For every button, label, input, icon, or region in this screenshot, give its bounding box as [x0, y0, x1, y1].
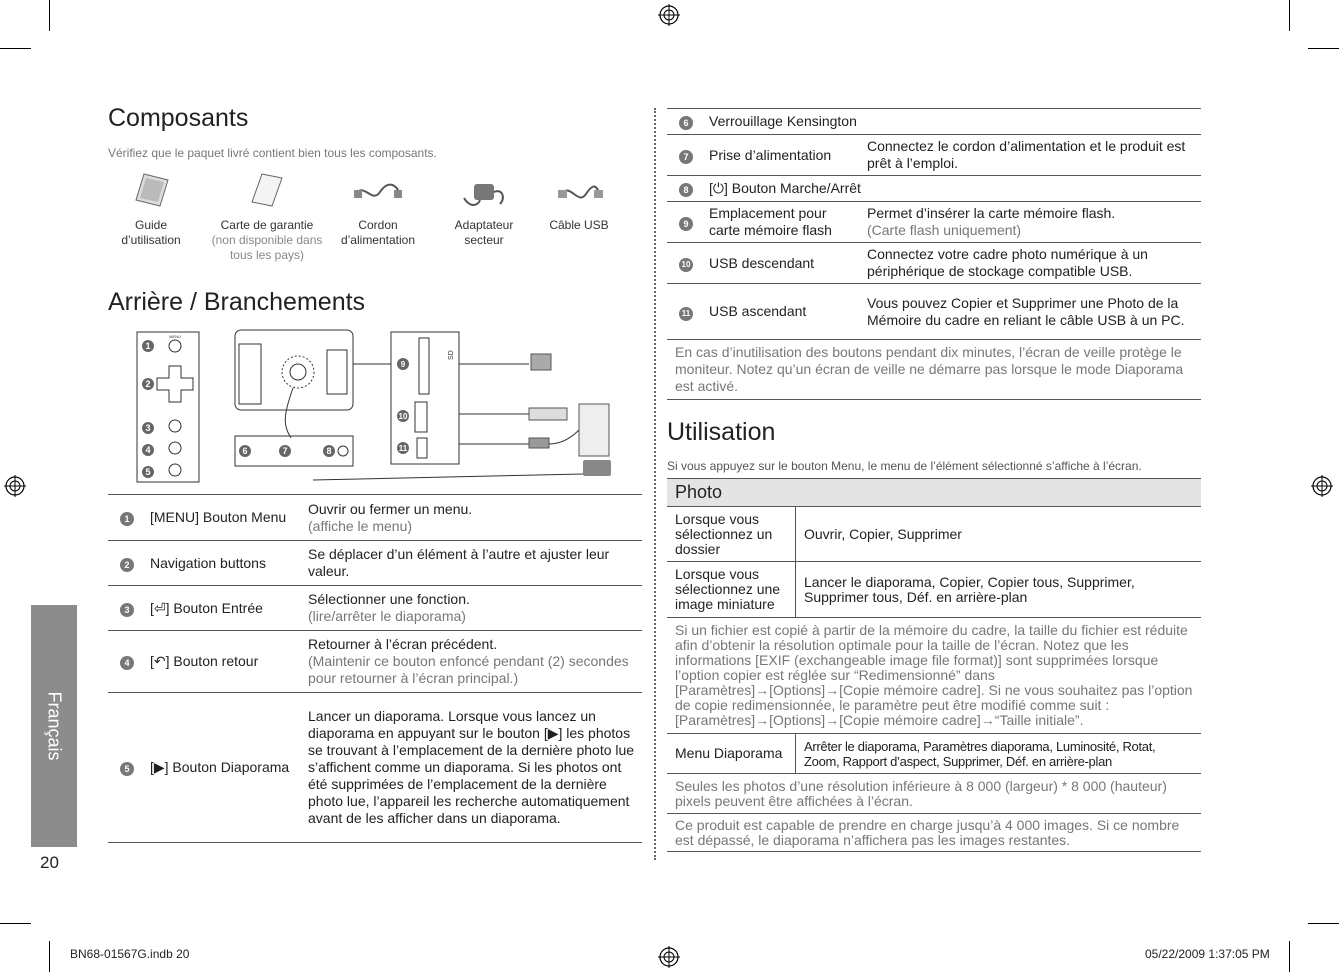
- button-name: [⏎] Bouton Entrée: [150, 599, 263, 616]
- callout-4: 4: [120, 656, 134, 670]
- button-1-menu: [169, 334, 181, 352]
- svg-text:10: 10: [398, 412, 408, 421]
- button-name: [▶] Bouton Diaporama: [150, 759, 290, 775]
- svg-text:5: 5: [145, 467, 151, 477]
- svg-text:3: 3: [145, 423, 151, 433]
- registration-mark-icon: [4, 475, 26, 497]
- menu-table: [667, 478, 1201, 852]
- button-name: [↶] Bouton retour: [150, 653, 259, 669]
- registration-mark-icon: [658, 4, 680, 26]
- svg-text:1: 1: [145, 341, 151, 351]
- callout-6: 6: [679, 116, 693, 130]
- composants-subtitle: Vérifiez que le paquet livré contient bien tous les composants.: [108, 146, 437, 160]
- footer-date: 05/22/2009 1:37:05 PM: [1145, 947, 1270, 961]
- composants-title: Composants: [108, 104, 249, 132]
- connector-name: Prise d’alimentation: [709, 146, 832, 163]
- page-number: 20: [40, 853, 59, 872]
- callout-11: 11: [679, 307, 693, 321]
- diaporama-options: Arrêter le diaporama, Paramètres diaporama, Luminosité, Rotat, Zoom, Rapport d’aspect, Supprimer, Déf. en arrière-plan: [796, 734, 1202, 774]
- callout-8: 8: [679, 183, 693, 197]
- callout-3: 3: [120, 603, 134, 617]
- callout-1: 1: [120, 512, 134, 526]
- button-description-table: 1 [MENU] Bouton Menu Ouvrir ou fermer un menu. (affiche le menu) 2 Navigation buttons Se déplacer d’un élément à l’autre et ajuster leur valeur. 3 [⏎] Bouton Entrée Sélectionner une fonction. (lire/arrêter le diaporama) 4 [↶] Bouton retour Retourner à l’écran précédent. (Maintenir ce bouton enfoncé pendant (2) secondes pour retourner à l’écran principal.) 5 [▶] Bouton Diaporama Lancer un diaporama. Lorsque vous lancez un diaporama en appuyant sur le bouton [▶] les photos se trouvant à l’emplacement de la dernière photo lue s’affichent comme un diaporama. Si les photos ont été supprimées de l’emplacement de la dernière photo lue, l’appareil les recherche automatiquement avant de les afficher dans un diaporama.: [108, 494, 642, 843]
- callout-7: 7: [679, 150, 693, 164]
- component-warranty: Carte de garantie (non disponible dans tous les pays): [211, 218, 323, 262]
- menu-options: Lancer le diaporama, Copier, Copier tous, Supprimer, Supprimer tous, Déf. en arrière-plan: [796, 562, 1202, 618]
- language-tab: Français: [31, 605, 77, 847]
- menu-options: Ouvrir, Copier, Supprimer: [796, 507, 1202, 562]
- svg-text:4: 4: [145, 445, 151, 455]
- connector-description-table: 6 Verrouillage Kensington 7 Prise d’alimentation Connectez le cordon d’alimentation et le produit est prêt à l’emploi. 8 [⏻] Bouton Marche/Arrêt 9 Emplacement pour carte mémoire flash Permet d’insérer la carte mémoire flash. (Carte flash uniquement) 10 USB descendant Connectez votre cadre photo numérique à un périphérique de stockage compatible USB. 11 USB ascendant Vous pouvez Copier et Supprimer une Photo de la Mémoire du cadre en reliant le câble USB à un PC. En cas d’inutilisation des boutons pendant dix minutes, l’écran de veille protège le moniteur. Notez qu’un écran de veille ne démarre pas lorsque le mode Diaporama est activé.: [667, 108, 1201, 400]
- callout-5: 5: [120, 762, 134, 776]
- power-cord-icon: [352, 180, 404, 206]
- warranty-card-icon: [246, 172, 286, 208]
- utilisation-title: Utilisation: [667, 418, 776, 446]
- button-name: [MENU] Bouton Menu: [150, 509, 287, 525]
- component-manual: Guide d’utilisation: [121, 218, 181, 247]
- svg-text:8: 8: [326, 446, 332, 456]
- menu-context: Lorsque vous sélectionnez un dossier: [667, 507, 796, 562]
- component-adapter: Adaptateur secteur: [454, 218, 514, 247]
- diaporama-label: Menu Diaporama: [667, 734, 796, 774]
- svg-text:MENU: MENU: [169, 334, 181, 339]
- usb-cable-icon: [556, 182, 604, 206]
- arriere-title: Arrière / Branchements: [108, 288, 366, 316]
- manual-icon: [132, 172, 172, 208]
- registration-mark-icon: [658, 946, 680, 968]
- connector-name: USB ascendant: [709, 303, 807, 319]
- connector-name: Emplacement pour carte mémoire flash: [709, 205, 832, 238]
- utilisation-subtitle: Si vous appuyez sur le bouton Menu, le menu de l’élément sélectionné s’affiche à l’écran.: [667, 459, 1142, 473]
- capacity-note: Ce produit est capable de prendre en charge jusqu’à 4 000 images. Si ce nombre est dépassé, le diaporama n’affichera pas les images restantes.: [667, 814, 1201, 852]
- button-name: Navigation buttons: [150, 554, 266, 571]
- component-usb-cable: Câble USB: [549, 218, 609, 232]
- rear-panel-diagram: [133, 326, 623, 486]
- resolution-note: Seules les photos d’une résolution inférieure à 8 000 (largeur) * 8 000 (hauteur) pixels peuvent être affichées à l’écran.: [667, 774, 1201, 814]
- power-adapter-icon: [460, 178, 508, 210]
- copy-note: Si un fichier est copié à partir de la mémoire du cadre, la taille du fichier est réduite afin d’obtenir la résolution optimale pour la taille de l’écran. Notez que les informations [EXIF (exchangeable image file format)] sont supprimées lorsque l’option copier est réglée sur “Redimensionné” dans [Paramètres]→[Options]→[Copie mémoire cadre]. Si ne vous souhaitez pas l’option de copie redimensionnée, le paramètre peut être modifié comme suit : [Paramètres]→[Options]→[Copie mémoire cadre]→“Taille initiale”.: [667, 618, 1201, 734]
- screensaver-note: En cas d’inutilisation des boutons pendant dix minutes, l’écran de veille protège le moniteur. Notez qu’un écran de veille ne démarre pas lorsque le mode Diaporama est activé.: [675, 344, 1184, 394]
- component-power-cord: Cordon d’alimentation: [340, 218, 416, 247]
- svg-text:2: 2: [145, 379, 151, 389]
- connector-name: Verrouillage Kensington: [709, 113, 857, 129]
- callout-2: 2: [120, 558, 134, 572]
- registration-mark-icon: [1311, 475, 1333, 497]
- svg-text:6: 6: [242, 446, 248, 456]
- connector-name: USB descendant: [709, 254, 815, 271]
- svg-text:SD: SD: [448, 350, 455, 360]
- svg-text:9: 9: [400, 360, 406, 369]
- photo-header: Photo: [667, 479, 1201, 507]
- svg-text:7: 7: [282, 446, 288, 456]
- svg-text:11: 11: [398, 444, 408, 453]
- callout-9: 9: [679, 217, 693, 231]
- footer-file: BN68-01567G.indb 20: [70, 947, 190, 961]
- menu-context: Lorsque vous sélectionnez une image miniature: [667, 562, 796, 618]
- connector-name: [⏻] Bouton Marche/Arrêt: [709, 180, 861, 196]
- callout-10: 10: [679, 258, 693, 272]
